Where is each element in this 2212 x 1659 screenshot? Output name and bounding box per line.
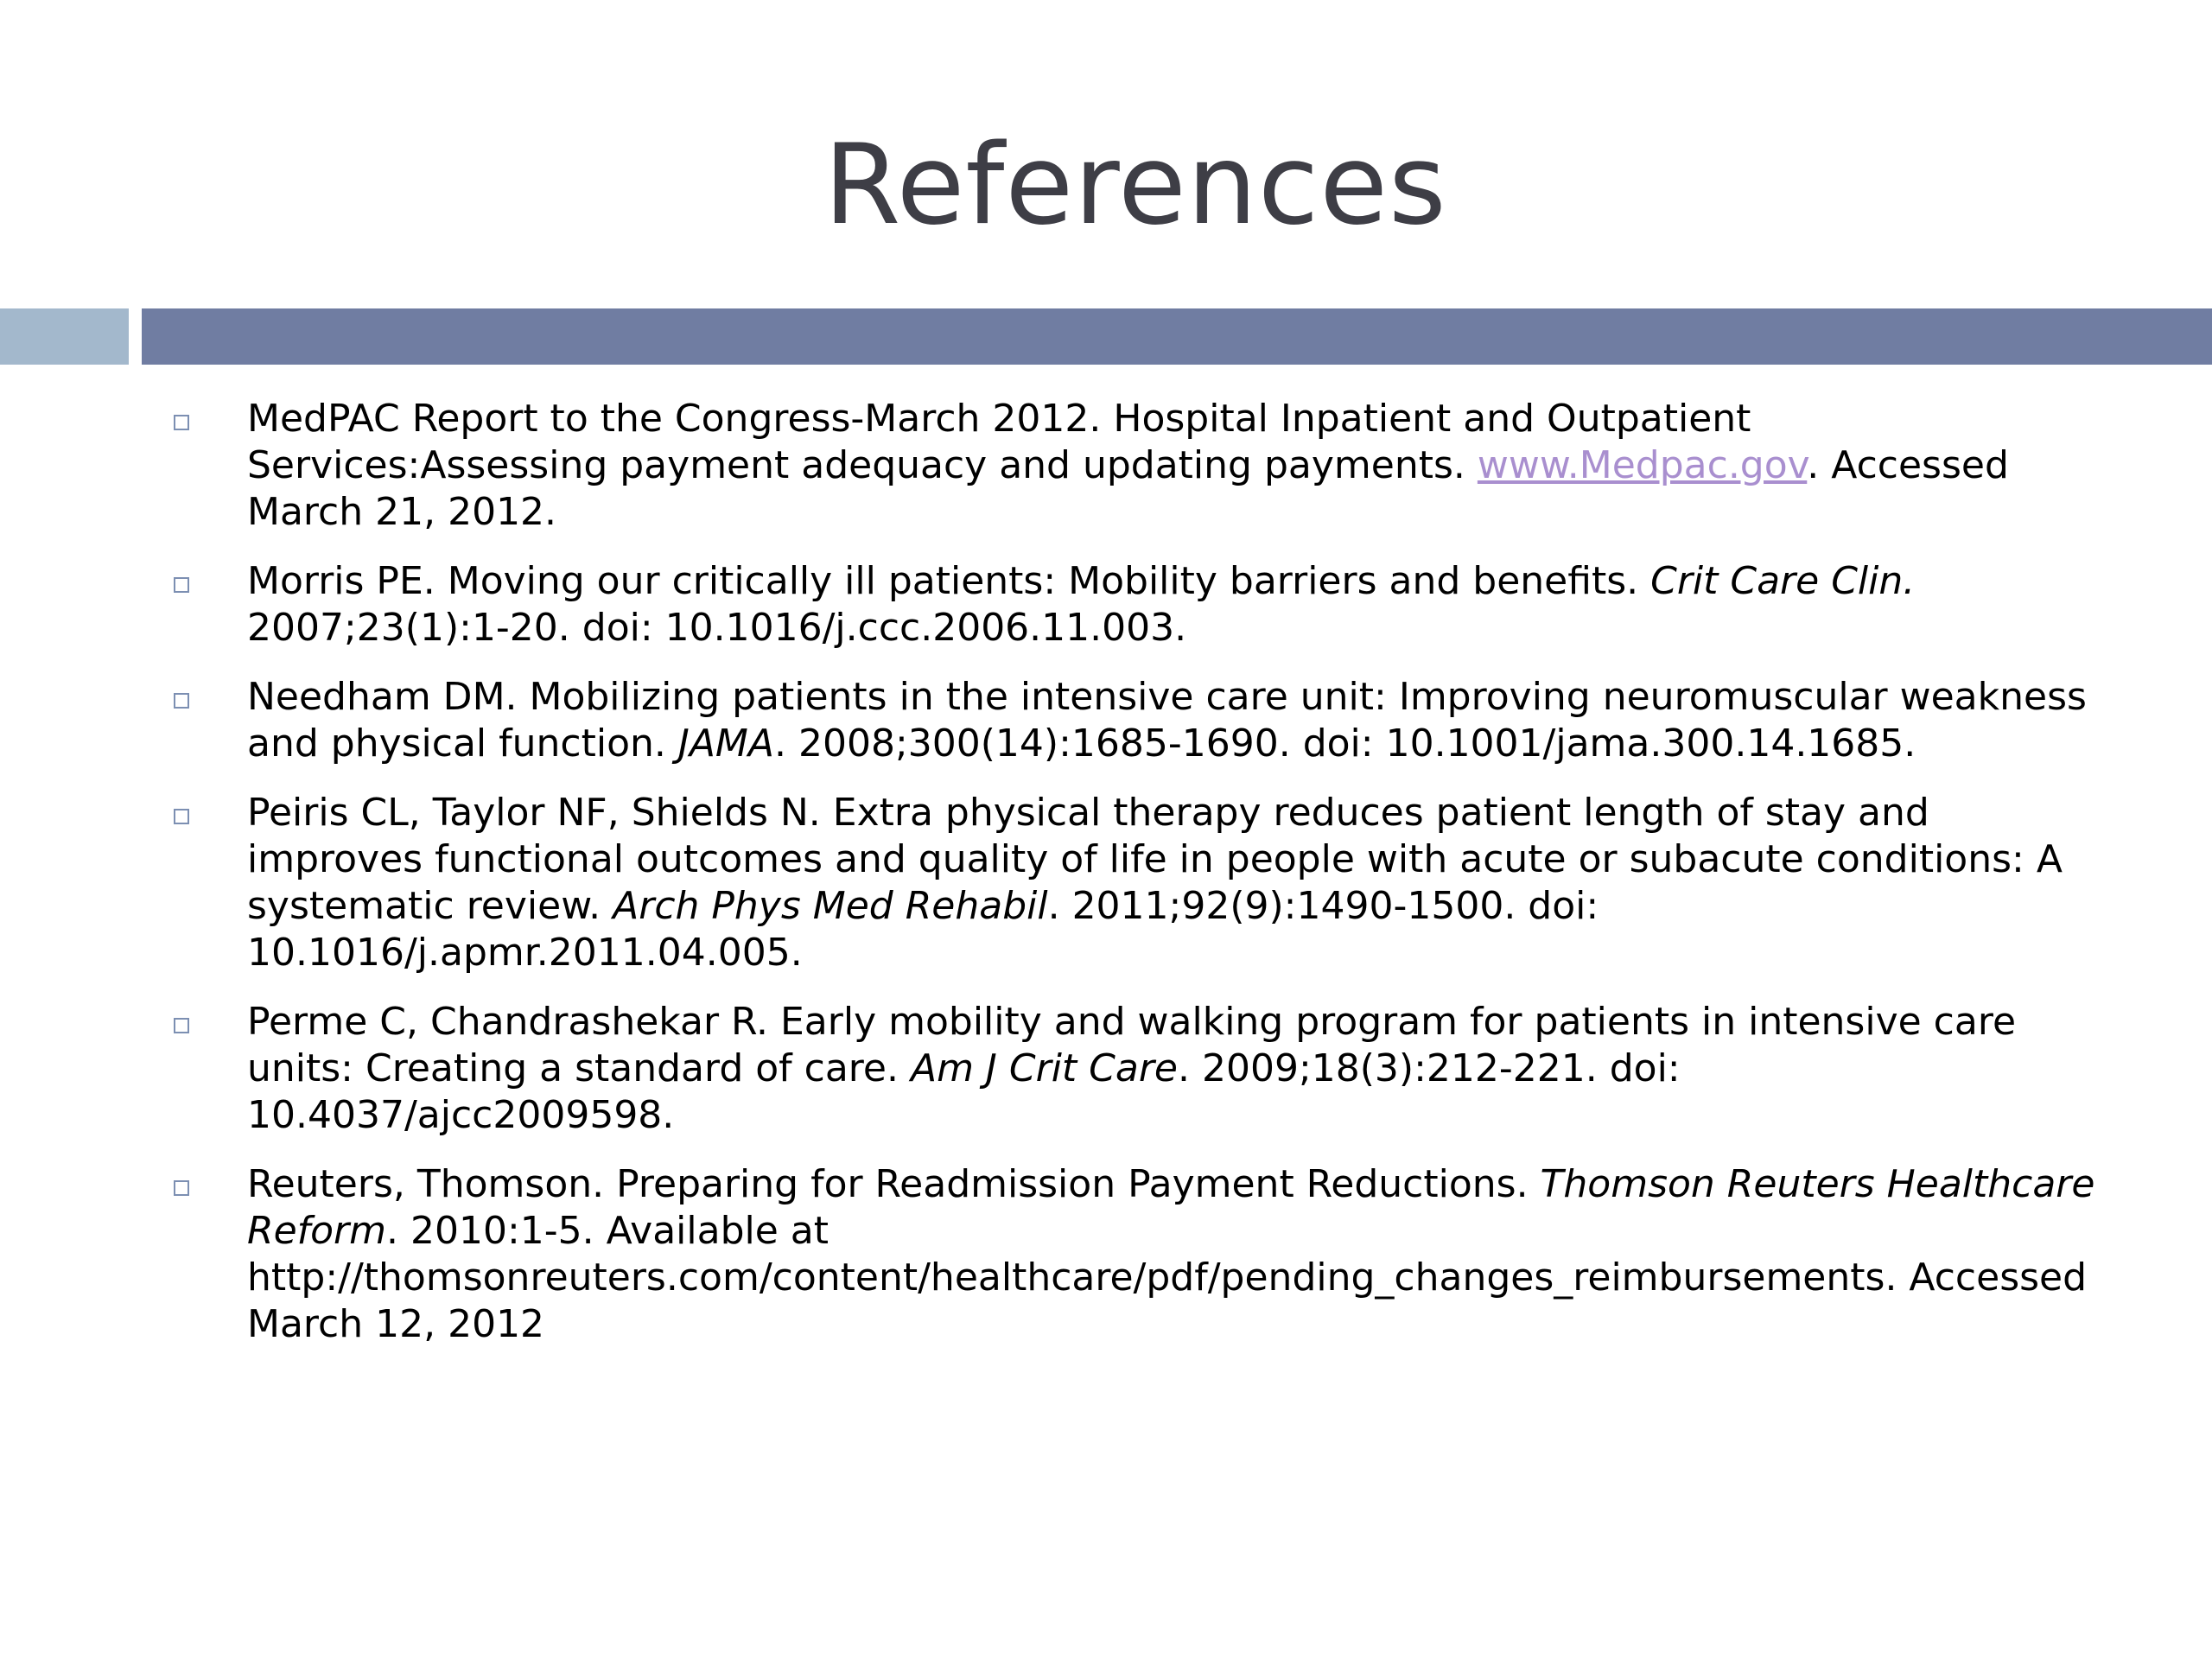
- square-bullet-icon: [174, 809, 189, 824]
- reference-item-reuters: [170, 1161, 2106, 1348]
- journal-name: JAMA: [677, 721, 774, 766]
- square-bullet-icon: [174, 1180, 189, 1196]
- journal-name: Arch Phys Med Rehabil: [613, 884, 1048, 928]
- medpac-link[interactable]: www.Medpac.gov: [1477, 443, 1808, 487]
- reference-text: . Accessed March 21, 2012.: [247, 443, 2009, 534]
- reference-item-needham: [170, 674, 2106, 767]
- journal-name: Am J Crit Care: [910, 1046, 1178, 1090]
- square-bullet-icon: [174, 1018, 189, 1033]
- reference-text: Peiris CL, Taylor NF, Shields N. Extra physical therapy reduces patient length of stay and improves functional outcomes and quality of life in people with acute or subacute conditions: A systematic review.: [247, 791, 2063, 928]
- title-accent-bar-left: [0, 308, 129, 365]
- journal-name: Crit Care Clin.: [1650, 559, 1916, 603]
- reference-item-perme: [170, 999, 2106, 1139]
- square-bullet-icon: [174, 577, 189, 593]
- reference-item-morris: [170, 558, 2106, 652]
- slide-title: References: [823, 121, 1447, 250]
- reference-text: Reuters, Thomson. Preparing for Readmission Payment Reductions.: [247, 1162, 1541, 1206]
- reference-list: [170, 396, 2106, 1370]
- reference-item-peiris: [170, 790, 2106, 976]
- reference-text: Morris PE. Moving our critically ill patients: Mobility barriers and benefits.: [247, 559, 1651, 603]
- reference-item-medpac: [170, 396, 2106, 536]
- reference-text: MedPAC Report to the Congress-March 2012. Hospital Inpatient and Outpatient Services:Assessing payment adequacy and updating payments.: [247, 397, 1751, 487]
- reference-text: Needham DM. Mobilizing patients in the intensive care unit: Improving neuromuscular weakness and physical function.: [247, 675, 2087, 766]
- reference-text: . 2009;18(3):212-221. doi: 10.4037/ajcc2009598.: [247, 1046, 1681, 1137]
- reference-text: . 2008;300(14):1685-1690. doi: 10.1001/jama.300.14.1685.: [774, 721, 1916, 766]
- reference-text: 2007;23(1):1-20. doi: 10.1016/j.ccc.2006.11.003.: [247, 606, 1187, 650]
- reference-text: . 2010:1-5. Available at http://thomsonreuters.com/content/healthcare/pdf/pending_changes_reimbursements. Accessed March 12, 2012: [247, 1209, 2088, 1346]
- square-bullet-icon: [174, 693, 189, 709]
- reference-text: . 2011;92(9):1490-1500. doi: 10.1016/j.apmr.2011.04.005.: [247, 884, 1599, 975]
- reference-text: Perme C, Chandrashekar R. Early mobility and walking program for patients in intensive care units: Creating a standard of care.: [247, 1000, 2017, 1090]
- title-accent-bar-right: [142, 308, 2212, 365]
- journal-name: Thomson Reuters Healthcare Reform: [247, 1162, 2095, 1253]
- square-bullet-icon: [174, 415, 189, 430]
